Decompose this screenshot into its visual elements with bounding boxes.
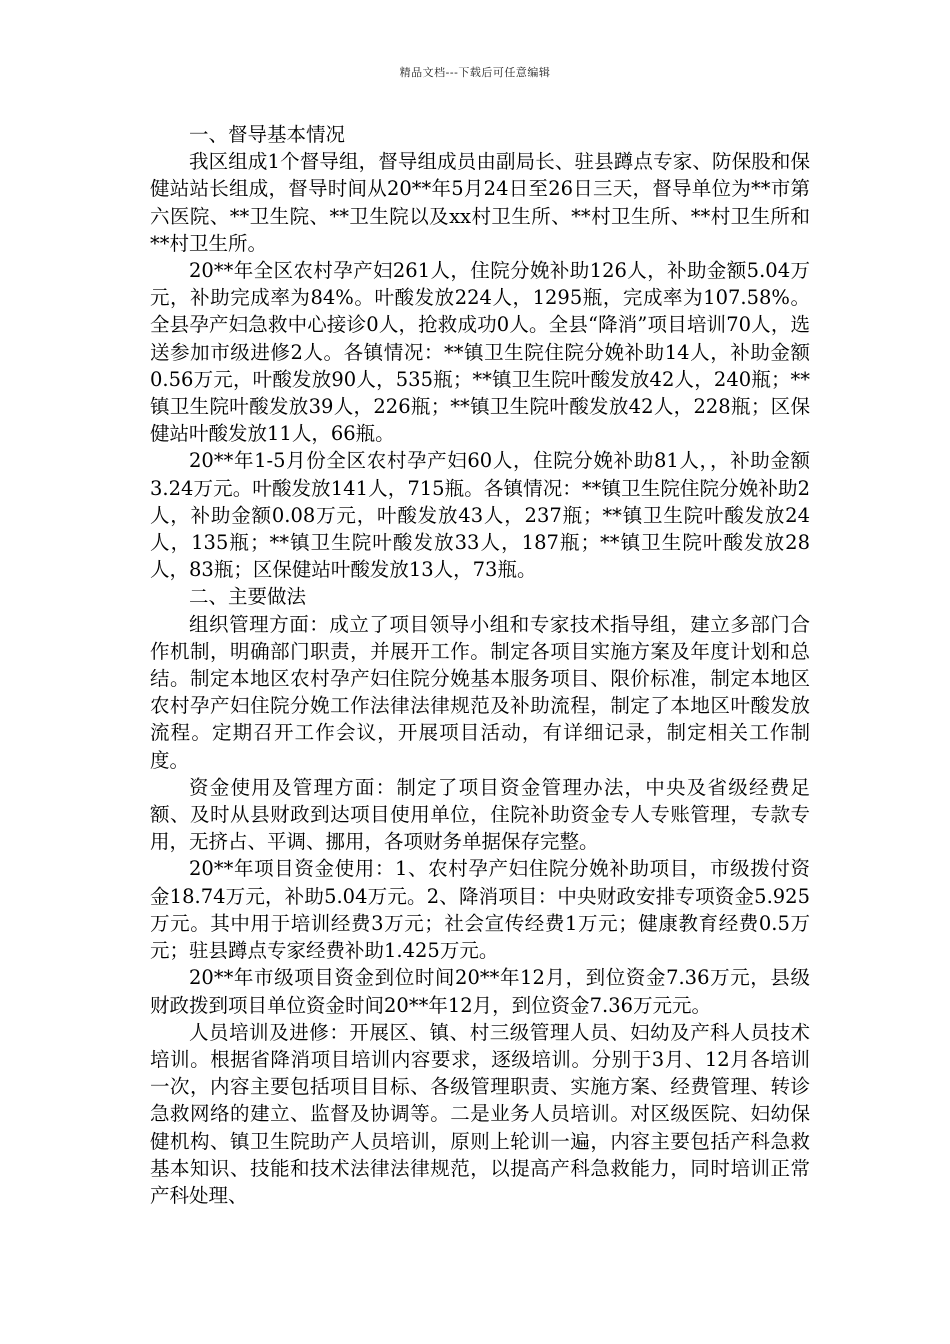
paragraph-organization-management: 组织管理方面：成立了项目领导小组和专家技术指导组，建立多部门合作机制，明确部门职责，并展开工作。制定各项目实施方案及年度计划和总结。制定本地区农村孕产妇住院分娩基本服务项目、限价标准，制定本地区农村孕产妇住院分娩工作法律法律规范及补助流程，制定了本地区叶酸发放流程。定期召开工作会议，开展项目活动，有详细记录，制定相关工作制度。: [150, 612, 810, 772]
paragraph-fund-arrival: 20**年市级项目资金到位时间20**年12月，到位资金7.36万元，县级财政拨到项目单位资金时间20**年12月，到位资金7.36万元元。: [150, 966, 810, 1017]
section-heading-2: 二、主要做法: [189, 585, 307, 609]
paragraph-staff-training: 人员培训及进修：开展区、镇、村三级管理人员、妇幼及产科人员技术培训。根据省降消项目培训内容要求，逐级培训。分别于3月、12月各培训一次，内容主要包括项目目标、各级管理职责、实施方案、经费管理、转诊急救网络的建立、监督及协调等。二是业务人员培训。对区级医院、妇幼保健机构、镇卫生院助产人员培训，原则上轮训一遍，内容主要包括产科急救基本知识、技能和技术法律法律规范，以提高产科急救能力，同时培训正常产科处理、: [150, 1020, 810, 1207]
document-body: [150, 121, 810, 1209]
page-header: 精品文档---下载后可任意编辑: [399, 66, 551, 79]
paragraph-supervision-overview: 我区组成1个督导组，督导组成员由副局长、驻县蹲点专家、防保股和保健站站长组成，督导时间从20**年5月24日至26日三天，督导单位为**市第六医院、**卫生院、**卫生院以及xx村卫生所、**村卫生所、**村卫生所和**村卫生所。: [150, 150, 810, 255]
section-heading-1: 一、督导基本情况: [189, 123, 346, 146]
paragraph-fund-usage: 20**年项目资金使用：1、农村孕产妇住院分娩补助项目，市级拨付资金18.74万元，补助5.04万元。2、降消项目：中央财政安排专项资金5.925万元。其中用于培训经费3万元；社会宣传经费1万元；健康教育经费0.5万元；驻县蹲点专家经费补助1.425万元。: [150, 857, 810, 963]
paragraph-annual-statistics: 20**年全区农村孕产妇261人，住院分娩补助126人，补助金额5.04万元，补助完成率为84%。叶酸发放224人，1295瓶，完成率为107.58%。全县孕产妇急救中心接诊0人，抢救成功0人。全县“降消”项目培训70人，选送参加市级进修2人。各镇情况：**镇卫生院住院分娩补助14人，补助金额0.56万元，叶酸发放90人，535瓶；**镇卫生院叶酸发放42人，240瓶；**镇卫生院叶酸发放39人，226瓶；**镇卫生院叶酸发放42人，228瓶；区保健站叶酸发放11人，66瓶。: [150, 259, 810, 446]
paragraph-jan-may-statistics: 20**年1-5月份全区农村孕产妇60人，住院分娩补助81人，，补助金额3.24万元。叶酸发放141人，715瓶。各镇情况：**镇卫生院住院分娩补助2人，补助金额0.08万元，叶酸发放43人，237瓶；**镇卫生院叶酸发放24人，135瓶；**镇卫生院叶酸发放33人，187瓶；**镇卫生院叶酸发放28人，83瓶；区保健站叶酸发放13人，73瓶。: [150, 449, 810, 582]
paragraph-fund-management: 资金使用及管理方面：制定了项目资金管理办法，中央及省级经费足额、及时从县财政到达项目使用单位，住院补助资金专人专账管理，专款专用，无挤占、平调、挪用，各项财务单据保存完整。: [150, 775, 810, 854]
